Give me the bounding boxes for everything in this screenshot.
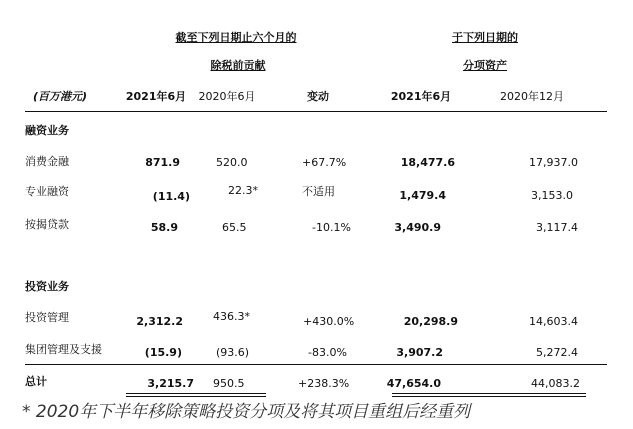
cell-contribution-2020: 950.5 bbox=[213, 377, 245, 390]
total-divider bbox=[25, 364, 607, 365]
header-divider bbox=[25, 111, 607, 112]
cell-assets-2021: 20,298.9 bbox=[403, 315, 458, 328]
cell-contribution-2020: 436.3* bbox=[213, 310, 250, 323]
footnote: * 2020年下半年移除策略投资分项及将其项目重组后经重列 bbox=[22, 402, 471, 422]
col-header-2021-6: 2021年6月 bbox=[125, 90, 187, 103]
row-label: 消费金融 bbox=[25, 155, 69, 168]
col-header-assets-2021-6: 2021年6月 bbox=[390, 90, 452, 103]
cell-assets-2020: 5,272.4 bbox=[536, 346, 578, 359]
cell-contribution-2021: 871.9 bbox=[145, 156, 180, 169]
cell-contribution-2021: (11.4) bbox=[152, 190, 190, 203]
cell-contribution-2020: 520.0 bbox=[216, 156, 248, 169]
cell-contribution-2020: 65.5 bbox=[222, 221, 247, 234]
group-header-contribution-line2: 除税前贡献 bbox=[210, 59, 266, 72]
cell-contribution-2020: 22.3* bbox=[228, 184, 258, 197]
section-title-finance: 融资业务 bbox=[25, 124, 69, 137]
total-underline-contribution bbox=[126, 393, 266, 397]
cell-assets-2021: 3,907.2 bbox=[396, 346, 443, 359]
cell-assets-2020: 3,153.0 bbox=[531, 189, 573, 202]
cell-change: -83.0% bbox=[308, 346, 347, 359]
group-header-contribution-line1: 截至下列日期止六个月的 bbox=[175, 31, 297, 44]
col-header-2020-6: 2020年6月 bbox=[198, 90, 256, 103]
cell-change: 不适用 bbox=[302, 185, 335, 198]
section-title-investment: 投资业务 bbox=[25, 280, 69, 293]
cell-assets-2020: 14,603.4 bbox=[529, 315, 578, 328]
row-label: 集团管理及支援 bbox=[25, 343, 102, 356]
cell-assets-2020: 3,117.4 bbox=[536, 221, 578, 234]
cell-assets-2020: 17,937.0 bbox=[529, 156, 578, 169]
cell-contribution-2021: 3,215.7 bbox=[147, 377, 194, 390]
group-header-assets-line2: 分项资产 bbox=[463, 59, 507, 72]
row-label: 投资管理 bbox=[25, 311, 69, 324]
cell-change: +67.7% bbox=[302, 156, 347, 169]
row-label: 专业融资 bbox=[25, 185, 69, 198]
cell-contribution-2020: (93.6) bbox=[216, 346, 250, 359]
row-label: 按揭贷款 bbox=[25, 218, 69, 231]
col-header-assets-2020-12: 2020年12月 bbox=[500, 90, 564, 103]
cell-assets-2021: 3,490.9 bbox=[394, 221, 441, 234]
cell-contribution-2021: (15.9) bbox=[144, 346, 182, 359]
col-header-change: 变动 bbox=[307, 90, 329, 103]
unit-label: (百万港元) bbox=[33, 90, 88, 103]
cell-contribution-2021: 2,312.2 bbox=[136, 315, 183, 328]
cell-change: -10.1% bbox=[312, 221, 351, 234]
cell-assets-2020: 44,083.2 bbox=[531, 377, 580, 390]
cell-assets-2021: 18,477.6 bbox=[400, 156, 455, 169]
cell-contribution-2021: 58.9 bbox=[150, 221, 178, 234]
total-underline-assets bbox=[392, 393, 586, 397]
cell-assets-2021: 47,654.0 bbox=[386, 377, 441, 390]
cell-assets-2021: 1,479.4 bbox=[399, 189, 446, 202]
group-header-assets-line1: 于下列日期的 bbox=[452, 31, 518, 44]
row-label-total: 总计 bbox=[25, 375, 47, 388]
cell-change: +238.3% bbox=[298, 377, 350, 390]
cell-change: +430.0% bbox=[303, 315, 355, 328]
